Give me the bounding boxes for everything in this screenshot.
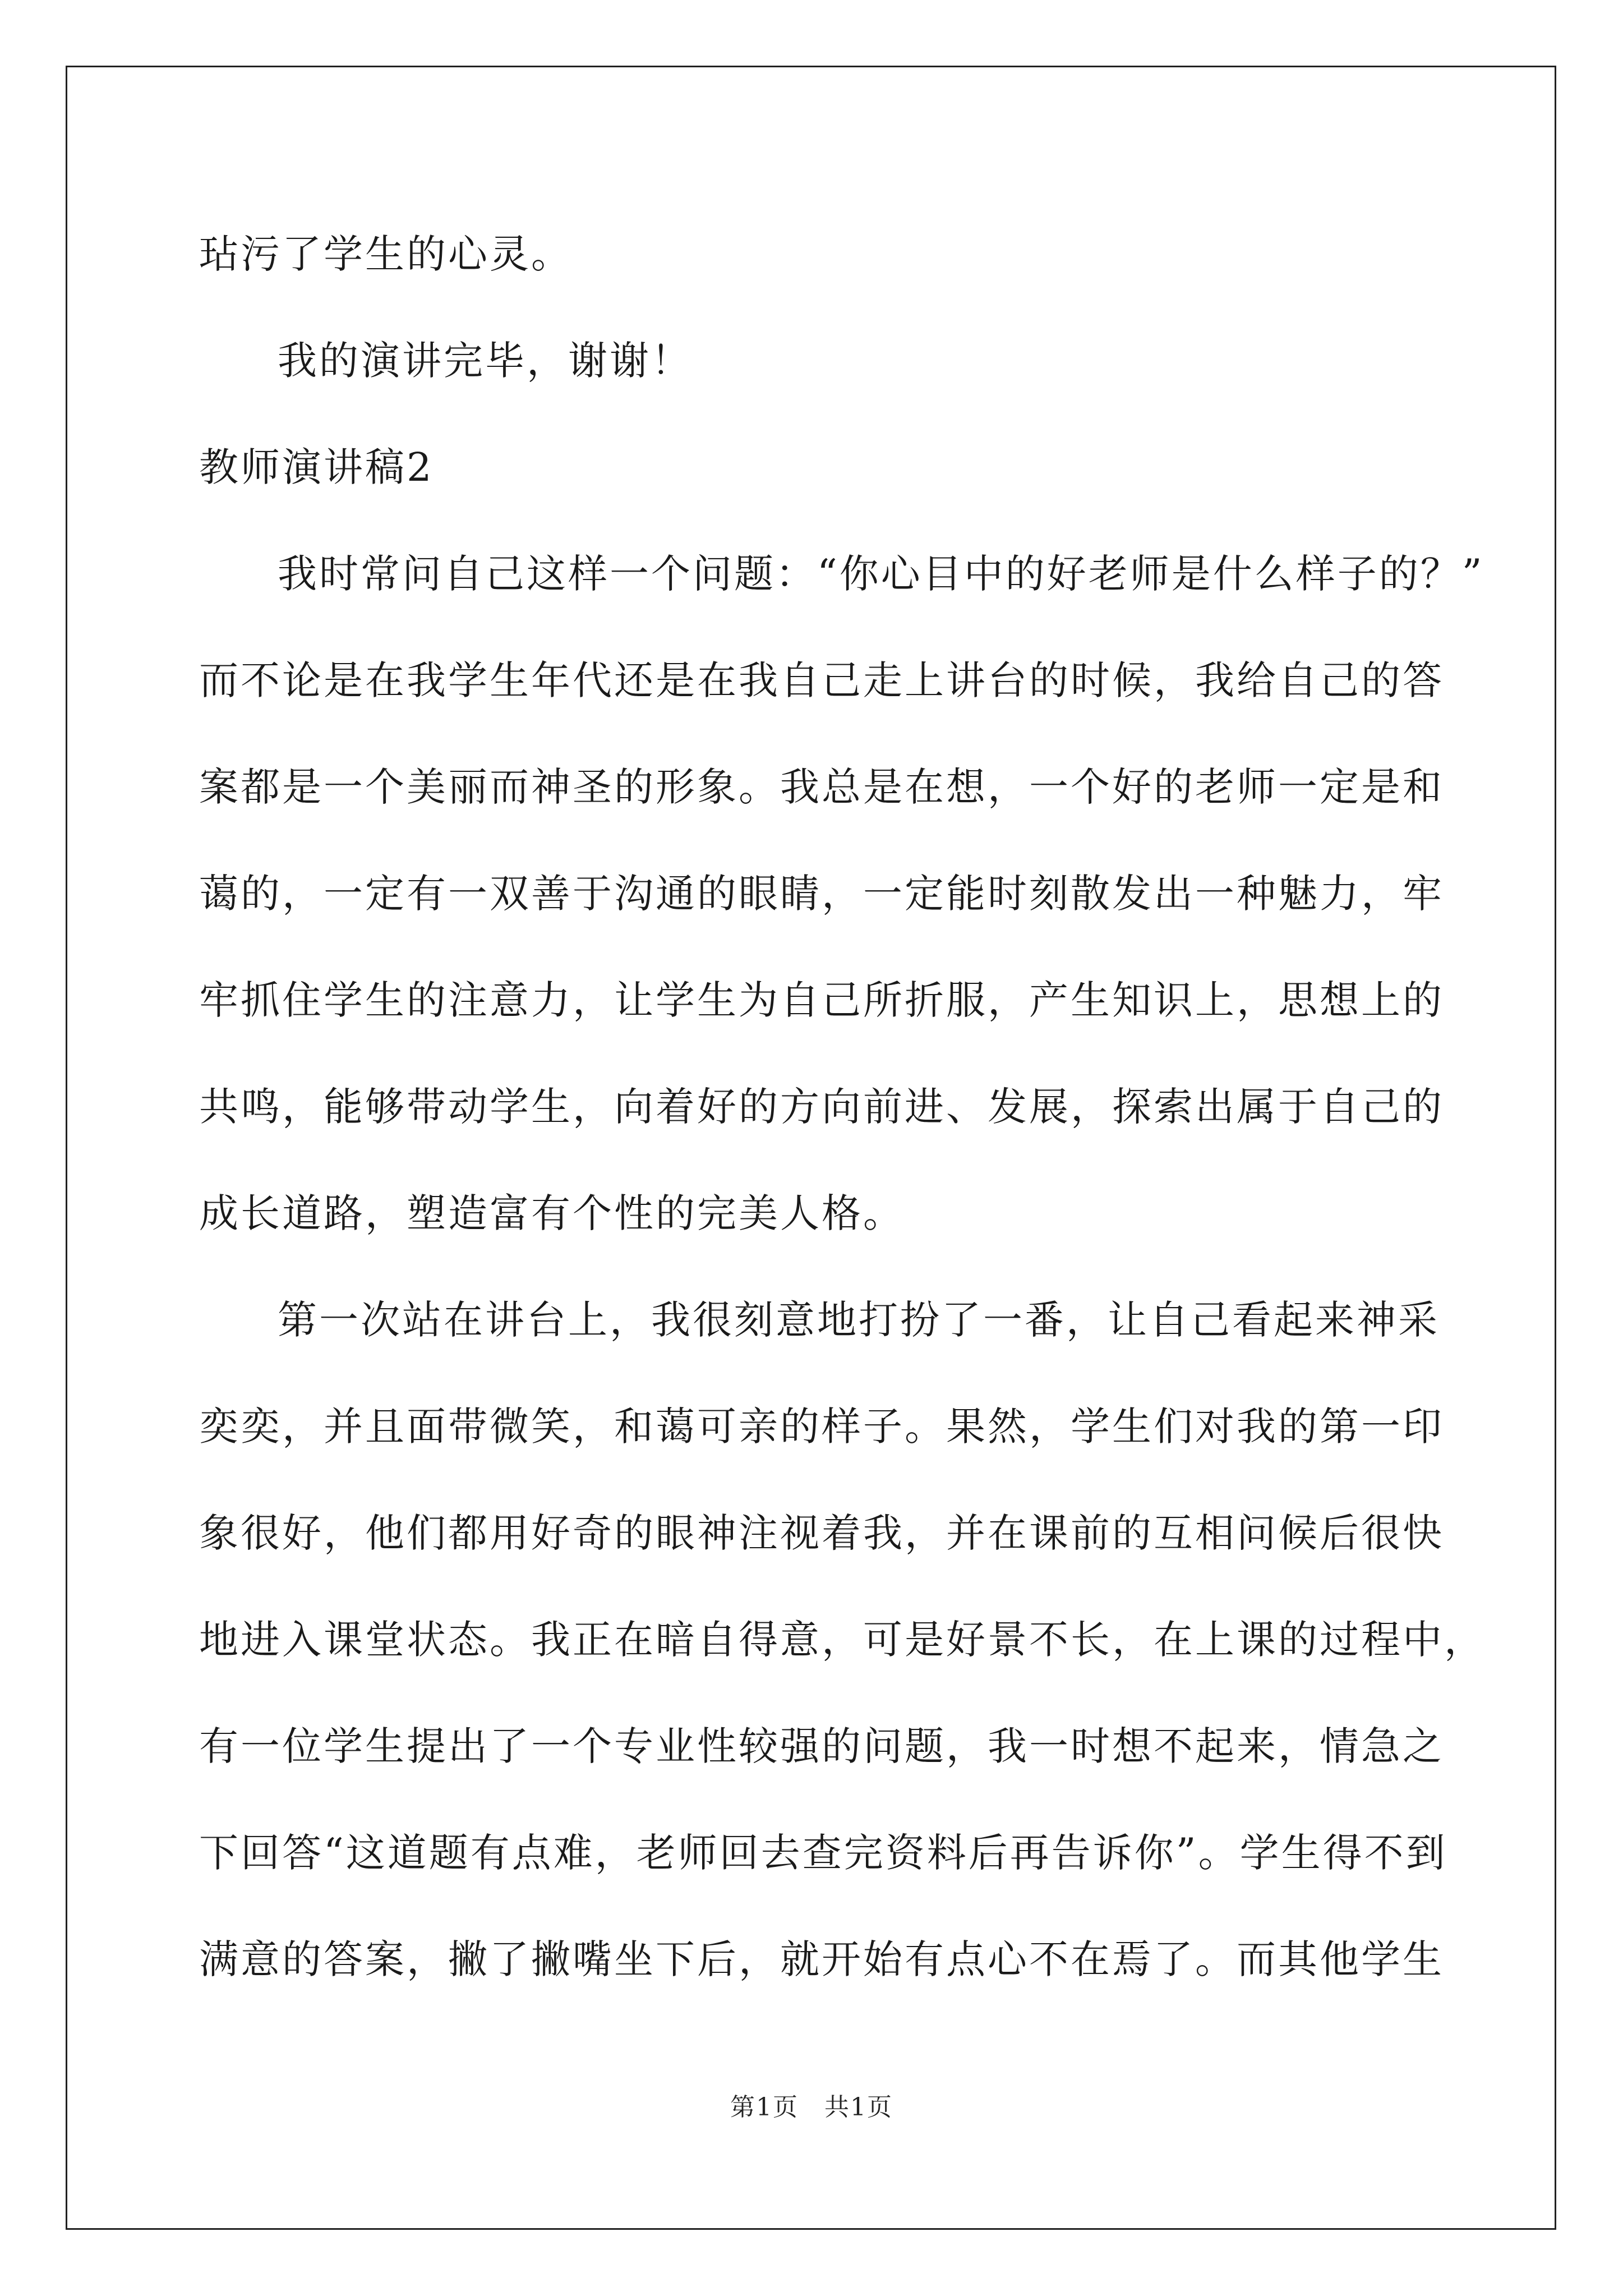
- text-line: 满意的答案，撇了撇嘴坐下后，就开始有点心不在焉了。而其他学生: [199, 1936, 1444, 1982]
- text-line: 有一位学生提出了一个专业性较强的问题，我一时想不起来，情急之: [199, 1723, 1444, 1769]
- text-line: 玷污了学生的心灵。: [199, 231, 573, 277]
- text-line: 而不论是在我学生年代还是在我自己走上讲台的时候，我给自己的答: [199, 657, 1444, 703]
- section-heading: 教师演讲稿2: [199, 444, 434, 490]
- text-line: 蔼的，一定有一双善于沟通的眼睛，一定能时刻散发出一种魅力，牢: [199, 871, 1444, 917]
- text-line: 牢抓住学生的注意力，让学生为自己所折服，产生知识上，思想上的: [199, 977, 1444, 1023]
- text-line: 奕奕，并且面带微笑，和蔼可亲的样子。果然，学生们对我的第一印: [199, 1404, 1444, 1450]
- text-line: 我时常问自己这样一个问题：“你心目中的好老师是什么样子的？”: [278, 551, 1484, 597]
- page-footer: 第1页 共1页: [730, 2093, 893, 2122]
- text-line: 我的演讲完毕，谢谢！: [278, 338, 693, 384]
- document-body: [199, 201, 1486, 2013]
- text-line: 象很好，他们都用好奇的眼神注视着我，并在课前的互相问候后很快: [199, 1510, 1444, 1556]
- text-line: 地进入课堂状态。我正在暗自得意，可是好景不长，在上课的过程中，: [199, 1617, 1486, 1663]
- text-line: 成长道路，塑造富有个性的完美人格。: [199, 1190, 905, 1236]
- text-line: 共鸣，能够带动学生，向着好的方向前进、发展，探索出属于自己的: [199, 1084, 1444, 1130]
- text-line: 第一次站在讲台上，我很刻意地打扮了一番，让自己看起来神采: [278, 1297, 1440, 1343]
- text-line: 下回答“这道题有点难，老师回去查完资料后再告诉你”。学生得不到: [199, 1830, 1447, 1876]
- text-line: 案都是一个美丽而神圣的形象。我总是在想，一个好的老师一定是和: [199, 764, 1444, 810]
